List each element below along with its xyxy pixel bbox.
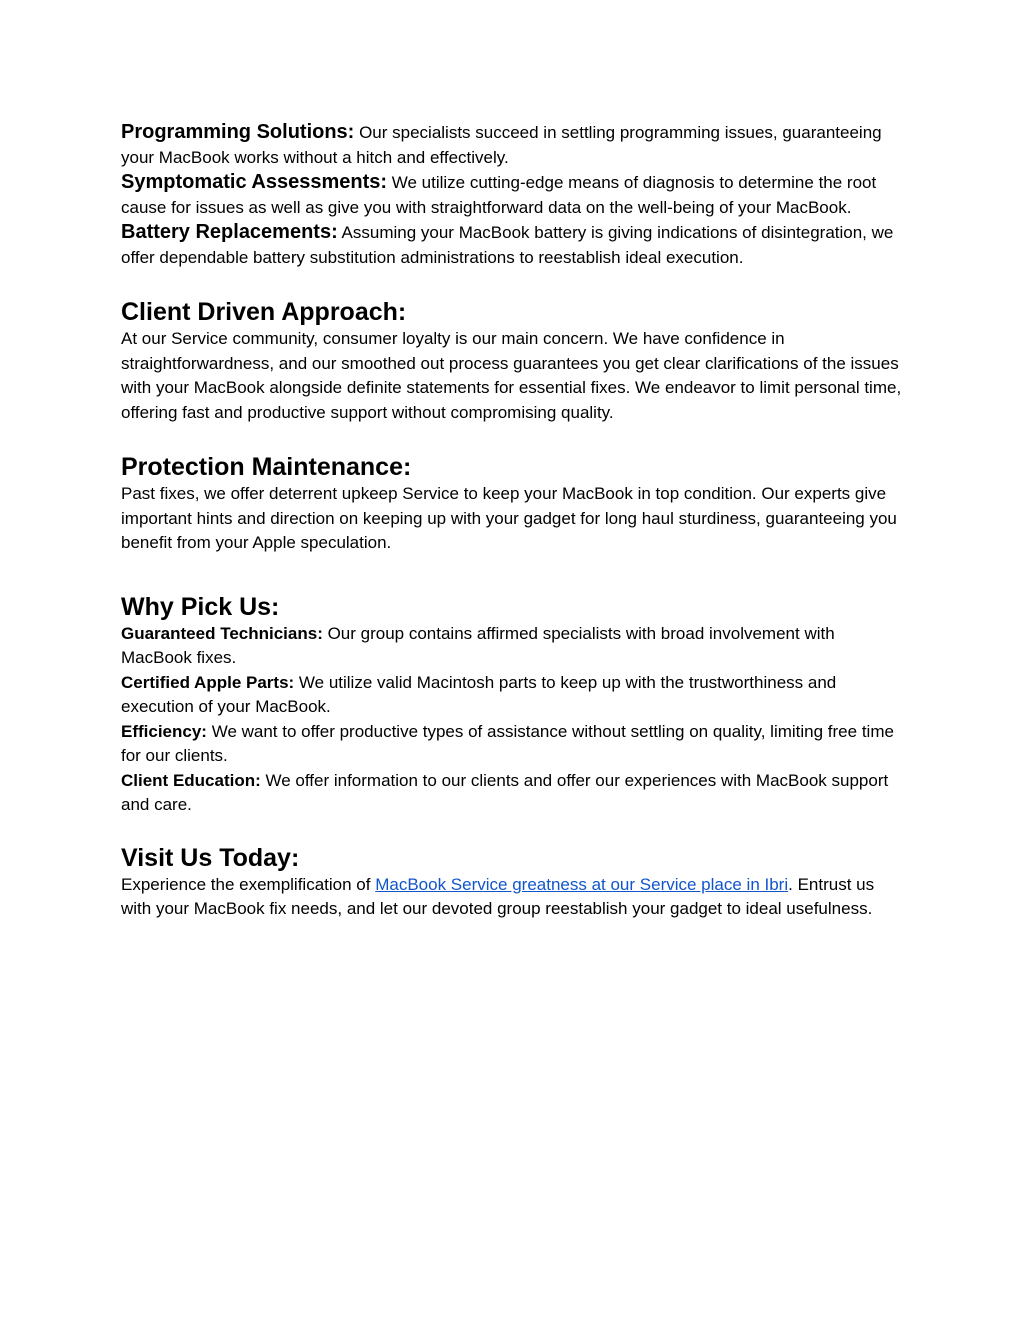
feature-term: Battery Replacements: — [121, 221, 338, 243]
why-item-term: Client Education: — [121, 770, 261, 790]
why-item-text: We offer information to our clients and offer our experiences with MacBook support and care. — [121, 770, 889, 814]
why-item-text: We utilize valid Macintosh parts to keep up with the trustworthiness and execution of your MacBook. — [121, 672, 837, 716]
section-title-why-pick: Why Pick Us: — [121, 592, 280, 621]
feature-programming-solutions — [121, 120, 906, 170]
macbook-service-link[interactable]: MacBook Service greatness at our Service place in Ibri — [375, 874, 789, 894]
why-item-term: Certified Apple Parts: — [121, 672, 295, 692]
section-title-visit: Visit Us Today: — [121, 843, 300, 872]
section-title-client-driven: Client Driven Approach: — [121, 298, 407, 326]
section-title-protection: Protection Maintenance: — [121, 453, 412, 481]
feature-battery-replacements — [121, 220, 906, 270]
client-driven-body: At our Service community, consumer loyalty is our main concern. We have confidence in straightforwardness, and our smoothed out process guarantees you get clear clarifications of the issues with your MacBook alongside definite statements for essential fixes. We endeavor to limit personal time, offering fast and productive support without compromising quality. — [121, 329, 902, 422]
why-item-text: Our group contains affirmed specialists with broad involvement with MacBook fixes. — [121, 623, 835, 667]
visit-text-after-link: . Entrust us with your MacBook fix needs, and let our devoted group reestablish your gadget to ideal usefulness. — [121, 874, 875, 918]
protection-body: Past fixes, we offer deterrent upkeep Service to keep your MacBook in top condition. Our experts give important hints and direction on keeping up with your gadget for long haul sturdiness, guaranteeing you benefit from your Apple speculation. — [121, 484, 897, 552]
why-item-certified-parts — [121, 671, 906, 720]
visit-text-before-link: Experience the exemplification of — [121, 874, 376, 894]
feature-symptomatic-assessments — [121, 170, 906, 220]
why-item-term: Guaranteed Technicians: — [121, 623, 323, 643]
feature-text: Assuming your MacBook battery is giving indications of disintegration, we offer dependable battery substitution administrations to reestablish ideal execution. — [121, 223, 894, 267]
why-item-term: Efficiency: — [121, 721, 207, 741]
feature-text: Our specialists succeed in settling programming issues, guaranteeing your MacBook works without a hitch and effectively. — [121, 123, 882, 167]
why-item-text: We want to offer productive types of assistance without settling on quality, limiting free time for our clients. — [121, 721, 894, 765]
why-item-guaranteed-technicians — [121, 622, 906, 671]
feature-term: Programming Solutions: — [121, 121, 355, 143]
feature-text: We utilize cutting-edge means of diagnosis to determine the root cause for issues as well as give you with straightforward data on the well-being of your MacBook. — [121, 173, 877, 217]
feature-term: Symptomatic Assessments: — [121, 171, 388, 193]
why-item-client-education — [121, 769, 906, 818]
visit-body — [121, 873, 906, 922]
why-item-efficiency — [121, 720, 906, 769]
